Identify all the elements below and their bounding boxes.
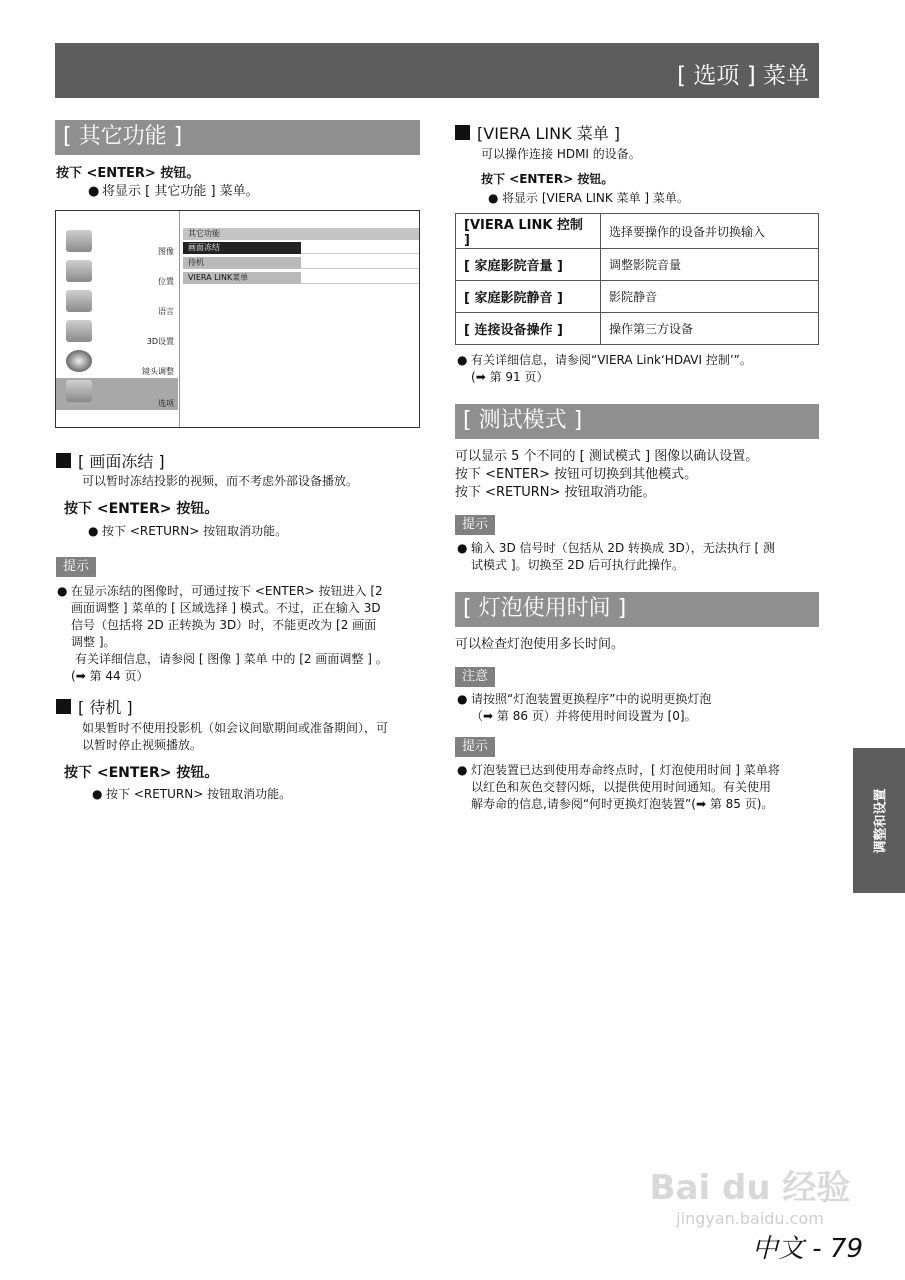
bullet-item: ● 将显示 [ 其它功能 ] 菜单。 bbox=[88, 184, 259, 199]
subheading-standby: [ 待机 ] bbox=[56, 695, 133, 718]
viera-note: ● 有关详细信息，请参阅“VIERA Link‘HDAVI 控制’”。 (➡ 第 91 页） bbox=[457, 353, 752, 384]
submenu-value bbox=[301, 257, 420, 269]
page-header bbox=[55, 43, 819, 98]
menu-item-picture: 图像 bbox=[56, 228, 178, 258]
submenu-title: 其它功能 bbox=[183, 228, 420, 240]
test-line-2: 按下 <ENTER> 按钮可切换到其他模式。 bbox=[455, 467, 698, 482]
bullet-item: ● 按下 <RETURN> 按钮取消功能。 bbox=[92, 787, 292, 801]
tip-label: 提示 bbox=[455, 737, 495, 757]
side-chapter-tab: 调整和设置 bbox=[853, 748, 905, 893]
standby-desc-1: 如果暂时不使用投影机（如会议间歇期间或准备期间），可 bbox=[82, 721, 389, 735]
menu-item-3d: 3D设置 bbox=[56, 318, 178, 348]
table-row: [VIERA LINK 控制 ] 选择要操作的设备并切换输入 bbox=[456, 214, 819, 249]
test-line-3: 按下 <RETURN> 按钮取消功能。 bbox=[455, 485, 656, 500]
menu-item-position: 位置 bbox=[56, 258, 178, 288]
press-enter-text: 按下 <ENTER> 按钮。 bbox=[481, 172, 614, 186]
submenu-item-standby: 待机 bbox=[183, 257, 301, 269]
table-row: [ 家庭影院音量 ] 调整影院音量 bbox=[456, 249, 819, 281]
viera-table bbox=[455, 213, 819, 345]
submenu-value bbox=[301, 272, 420, 284]
section-title-test-mode: [ 测试模式 ] bbox=[455, 404, 819, 439]
tip-bullet: ● 输入 3D 信号时（包括从 2D 转换成 3D），无法执行 [ 测 试模式 ]。切换至 2D 后可执行此操作。 bbox=[457, 541, 776, 572]
arrow-right-icon: ➡ bbox=[483, 709, 494, 723]
table-row: [ 家庭影院静音 ] 影院静音 bbox=[456, 281, 819, 313]
menu-item-options: 选项 bbox=[56, 378, 178, 410]
press-enter-text: 按下 <ENTER> 按钮。 bbox=[64, 501, 219, 517]
square-marker bbox=[56, 453, 71, 468]
caution-bullet: ● 请按照“灯泡装置更换程序”中的说明更换灯泡 （➡ 第 86 页）并将使用时间设置为 [0]。 bbox=[457, 692, 712, 723]
header-title: [ 选项 ] 菜单 bbox=[677, 63, 809, 89]
section-title-lamp-time: [ 灯泡使用时间 ] bbox=[455, 592, 819, 627]
menu-screenshot bbox=[55, 210, 420, 428]
press-enter-text: 按下 <ENTER> 按钮。 bbox=[56, 166, 200, 181]
submenu-item-viera: VIERA LINK菜单 bbox=[183, 272, 301, 284]
position-icon bbox=[66, 260, 92, 282]
press-enter-text: 按下 <ENTER> 按钮。 bbox=[64, 765, 219, 781]
subheading-freeze: [ 画面冻结 ] bbox=[56, 449, 165, 472]
tip-bullet: ● 在显示冻结的图像时，可通过按下 <ENTER> 按钮进入 [2 画面调整 ] 菜单的 [ 区域选择 ] 模式。不过，正在输入 3D 信号（包括将 2D 正转换为 3D）时，不能更改为 [2 画面 调整 ]。 有关详细信息，请参阅 [ 图像 ] 菜单 中的 [2 画面调整 ] 。 (➡ 第 44 页） bbox=[57, 584, 388, 683]
tip-label: 提示 bbox=[56, 557, 96, 577]
table-row: [ 连接设备操作 ] 操作第三方设备 bbox=[456, 313, 819, 345]
caution-label: 注意 bbox=[455, 667, 495, 687]
test-line-1: 可以显示 5 个不同的 [ 测试模式 ] 图像以确认设置。 bbox=[455, 449, 759, 464]
picture-icon bbox=[66, 230, 92, 252]
freeze-desc: 可以暂时冻结投影的视频，而不考虑外部设备播放。 bbox=[82, 474, 359, 488]
square-marker bbox=[56, 699, 71, 714]
lens-icon bbox=[66, 350, 92, 372]
language-icon bbox=[66, 290, 92, 312]
menu-left-panel bbox=[56, 211, 180, 428]
bullet-item: ● 将显示 [VIERA LINK 菜单 ] 菜单。 bbox=[488, 191, 689, 205]
menu-item-language: 语言 bbox=[56, 288, 178, 318]
bullet-item: ● 按下 <RETURN> 按钮取消功能。 bbox=[88, 524, 288, 538]
tip-bullet: ● 灯泡装置已达到使用寿命终点时，[ 灯泡使用时间 ] 菜单将 以红色和灰色交替闪烁，以提供使用时间通知。有关使用 解寿命的信息,请参阅“何时更换灯泡装置”(➡ 第 85 页)。 bbox=[457, 763, 780, 811]
menu-item-lens: 镜头调整 bbox=[56, 348, 178, 378]
tip-label: 提示 bbox=[455, 515, 495, 535]
arrow-right-icon: ➡ bbox=[695, 797, 706, 811]
page-number: 中文 - 79 bbox=[752, 1234, 863, 1264]
standby-desc-2: 以暂时停止视频播放。 bbox=[82, 738, 203, 752]
submenu-value bbox=[301, 242, 420, 254]
wrench-icon bbox=[66, 380, 92, 402]
lamp-desc: 可以检查灯泡使用多长时间。 bbox=[455, 637, 625, 652]
arrow-right-icon: ➡ bbox=[75, 669, 86, 683]
submenu-item-freeze: 画面冻结 bbox=[183, 242, 301, 254]
arrow-right-icon: ➡ bbox=[475, 370, 486, 384]
3d-icon bbox=[66, 320, 92, 342]
baidu-watermark: Bai du 经验 jingyan.baidu.com bbox=[649, 1168, 851, 1228]
square-marker bbox=[455, 125, 470, 140]
subheading-viera: [VIERA LINK 菜单 ] bbox=[455, 121, 620, 144]
viera-desc: 可以操作连接 HDMI 的设备。 bbox=[481, 147, 641, 161]
section-title-other-functions: [ 其它功能 ] bbox=[55, 120, 420, 155]
